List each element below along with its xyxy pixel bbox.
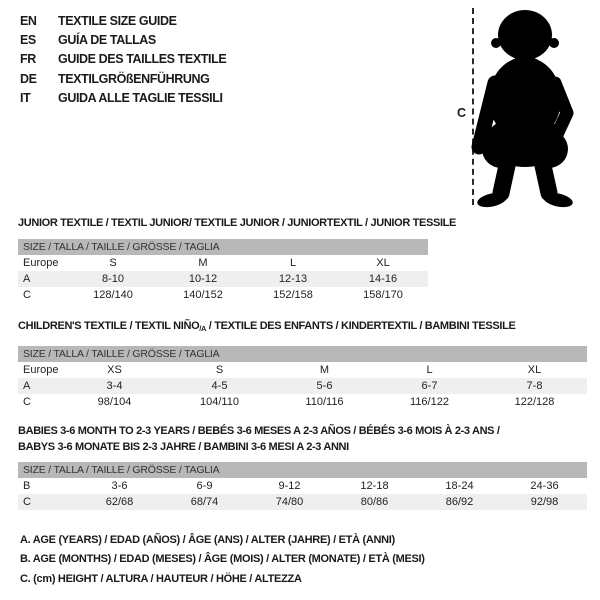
table-row-c	[18, 494, 587, 510]
size-cell: XL	[376, 257, 390, 269]
value-cell: 80/86	[332, 494, 417, 510]
row-label: C	[23, 289, 31, 301]
babies-table-title-line2: BABYS 3-6 MONATE BIS 2-3 JAHRE / BAMBINI 3-6 MESI A 2-3 ANNI	[18, 441, 349, 453]
value-cell: 10-12	[158, 271, 248, 287]
language-row-es	[20, 30, 226, 49]
value-cell: 4-5	[167, 378, 272, 394]
row-label: A	[18, 378, 62, 394]
size-cell: XS	[107, 364, 122, 376]
language-row-de	[20, 69, 226, 88]
value-cell: 3-6	[111, 480, 128, 492]
row-label: A	[18, 271, 68, 287]
size-header-text: SIZE / TALLA / TAILLE / GRÖSSE / TAGLIA	[18, 462, 587, 478]
language-code: IT	[20, 90, 31, 105]
language-label: TEXTILE SIZE GUIDE	[58, 13, 177, 28]
size-cell: L	[426, 364, 433, 376]
table-row-europe	[18, 255, 428, 271]
value-cell: 3-4	[62, 378, 167, 394]
value-cell: 62/68	[77, 494, 162, 510]
row-label: Europe	[23, 364, 59, 376]
row-label: Europe	[23, 257, 59, 269]
size-cell: M	[198, 257, 208, 269]
babies-size-table	[18, 462, 587, 510]
value-cell: 122/128	[514, 396, 555, 408]
value-cell: 6-9	[196, 480, 213, 492]
junior-table-title: JUNIOR TEXTILE / TEXTIL JUNIOR/ TEXTILE JUNIOR / JUNIORTEXTIL / JUNIOR TESSILE	[18, 217, 457, 229]
language-label: GUIDE DES TAILLES TEXTILE	[58, 52, 227, 67]
language-label: TEXTILGRÖßENFÜHRUNG	[58, 71, 210, 86]
value-cell: 86/92	[417, 494, 502, 510]
value-cell: 152/158	[273, 289, 313, 301]
babies-table-title-line1: BABIES 3-6 MONTH TO 2-3 YEARS / BEBÉS 3-6 MESES A 2-3 AÑOS / BÉBÉS 3-6 MOIS À 2-3 ANS /	[18, 425, 500, 437]
language-code: DE	[20, 71, 37, 86]
value-cell: 8-10	[68, 271, 158, 287]
size-header-bar	[18, 462, 587, 478]
language-list	[20, 11, 226, 107]
table-row-b	[18, 478, 587, 494]
height-marker-label: C	[457, 106, 467, 120]
children-table-title	[18, 320, 515, 335]
value-cell: 14-16	[338, 271, 428, 287]
size-cell: M	[319, 364, 330, 376]
value-cell: 98/104	[97, 396, 132, 408]
value-cell: 12-13	[248, 271, 338, 287]
note-height-cm: C. (cm) HEIGHT / ALTURA / HAUTEUR / HÖHE / ALTEZZA	[20, 572, 302, 585]
note-age-months: B. AGE (MONTHS) / EDAD (MESES) / ÂGE (MOIS) / ALTER (MONATE) / ETÀ (MESI)	[20, 553, 425, 566]
size-cell: S	[109, 257, 117, 269]
table-row-a	[18, 271, 428, 287]
value-cell: 110/116	[305, 396, 344, 408]
value-cell: 68/74	[162, 494, 247, 510]
row-label: C	[23, 396, 31, 408]
language-row-en	[20, 11, 226, 30]
value-cell: 128/140	[93, 289, 133, 301]
value-cell: 140/152	[183, 289, 223, 301]
table-row-a	[18, 378, 587, 394]
language-code: EN	[20, 13, 37, 28]
value-cell: 9-12	[278, 480, 301, 492]
language-row-fr	[20, 50, 226, 69]
children-title-suffix: / TEXTILE DES ENFANTS / KINDERTEXTIL / BAMBINI TESSILE	[206, 320, 516, 332]
children-title-subscript: /A	[199, 324, 207, 333]
value-cell: 158/170	[363, 289, 403, 301]
value-cell: 12-18	[360, 480, 389, 492]
size-header-text: SIZE / TALLA / TAILLE / GRÖSSE / TAGLIA	[18, 239, 428, 255]
children-size-table	[18, 346, 587, 410]
size-header-bar	[18, 239, 428, 255]
language-code: FR	[20, 52, 36, 67]
value-cell: 18-24	[445, 480, 474, 492]
junior-size-table	[18, 239, 428, 303]
value-cell: 92/98	[502, 494, 587, 510]
size-cell: S	[215, 364, 224, 376]
value-cell: 74/80	[247, 494, 332, 510]
value-cell: 7-8	[482, 378, 587, 394]
table-row-europe	[18, 362, 587, 378]
value-cell: 104/110	[200, 396, 239, 408]
legend-notes	[20, 531, 425, 589]
table-row-c	[18, 394, 587, 410]
value-cell: 116/122	[410, 396, 449, 408]
language-row-it	[20, 88, 226, 107]
size-cell: L	[289, 257, 297, 269]
size-header-bar	[18, 346, 587, 362]
note-age-years: A. AGE (YEARS) / EDAD (AÑOS) / ÂGE (ANS) / ALTER (JAHRE) / ETÀ (ANNI)	[20, 534, 395, 546]
value-cell: 5-6	[272, 378, 377, 394]
children-title-prefix: CHILDREN'S TEXTILE / TEXTIL NIÑO	[18, 320, 200, 332]
size-header-text: SIZE / TALLA / TAILLE / GRÖSSE / TAGLIA	[18, 346, 587, 362]
language-code: ES	[20, 32, 36, 47]
table-row-c	[18, 287, 428, 303]
language-label: GUIDA ALLE TAGLIE TESSILI	[58, 90, 223, 105]
language-label: GUÍA DE TALLAS	[58, 32, 156, 47]
baby-silhouette-icon	[455, 3, 600, 211]
value-cell: 6-7	[377, 378, 482, 394]
value-cell: 24-36	[530, 480, 559, 492]
row-label: C	[18, 494, 77, 510]
size-cell: XL	[527, 364, 542, 376]
row-label: B	[23, 480, 31, 492]
